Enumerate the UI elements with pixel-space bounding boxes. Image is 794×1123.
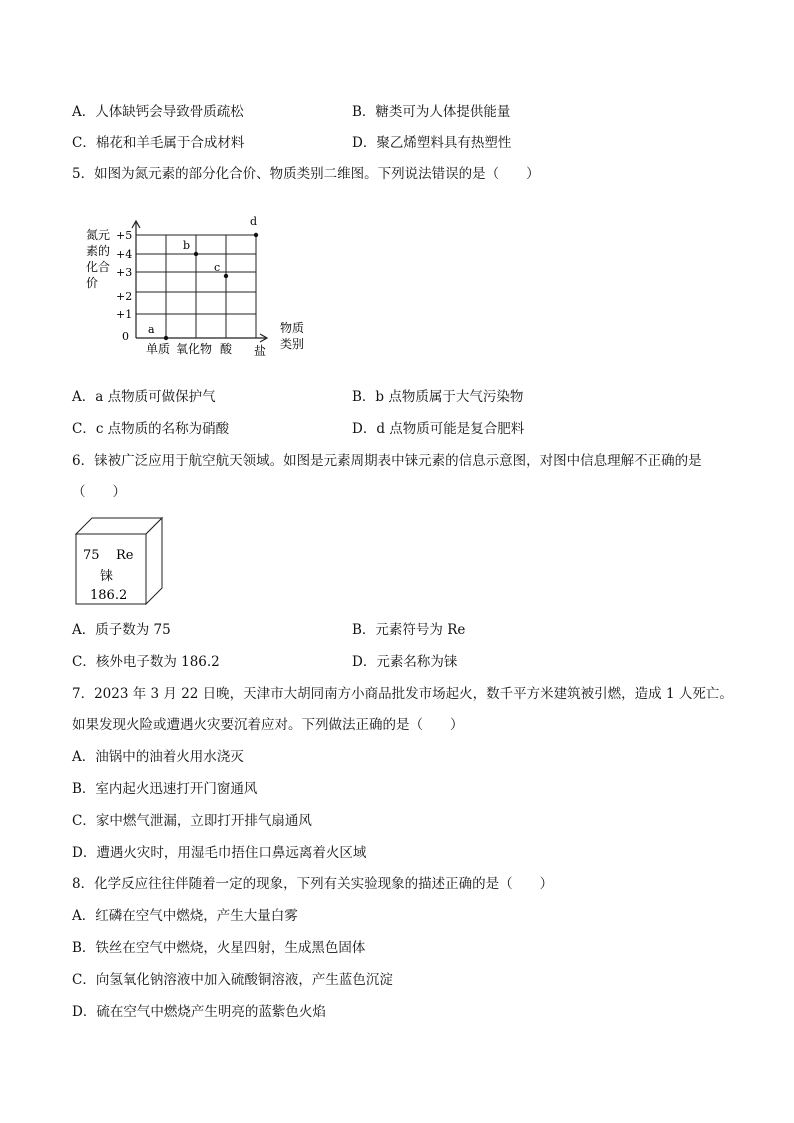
y-tick-plus1: +1 (116, 308, 133, 321)
q6-option-b: B．元素符号为 Re (352, 622, 466, 638)
y-axis-label-1: 氮元 (86, 228, 111, 242)
q5-option-c: C．c 点物质的名称为硝酸 (72, 421, 230, 437)
x-category-element: 单质 (146, 342, 171, 356)
q6-option-a: A．质子数为 75 (72, 622, 171, 638)
y-tick-zero: 0 (122, 330, 129, 343)
q8-option-b: B．铁丝在空气中燃烧，火星四射，生成黑色固体 (72, 940, 366, 956)
x-category-salt: 盐 (254, 344, 267, 358)
atomic-number: 75 (83, 548, 100, 563)
q8-option-d: D．硫在空气中燃烧产生明亮的蓝紫色火焰 (72, 1004, 326, 1020)
atomic-mass: 186.2 (90, 588, 128, 603)
point-a (164, 336, 168, 340)
q7-option-c: C．家中燃气泄漏，立即打开排气扇通风 (72, 813, 312, 829)
nitrogen-valence-diagram (80, 210, 320, 360)
point-d-label: d (250, 215, 258, 228)
y-tick-plus3: +3 (116, 266, 133, 279)
element-name: 铼 (100, 569, 114, 584)
y-axis-label-3: 化合 (86, 260, 111, 274)
q5-stem: 5．如图为氮元素的部分化合价、物质类别二维图。下列说法错误的是（ ） (72, 166, 540, 182)
q7-option-b: B．室内起火迅速打开门窗通风 (72, 781, 258, 797)
q4-option-c: C．棉花和羊毛属于合成材料 (72, 135, 245, 151)
point-a-label: a (148, 323, 155, 336)
q6-stem-line1: 6．铼被广泛应用于航空航天领域。如图是元素周期表中铼元素的信息示意图，对图中信息理解不正确的是 (72, 453, 702, 469)
point-d (254, 233, 258, 237)
q5-option-a: A．a 点物质可做保护气 (72, 389, 216, 405)
x-axis-label-1: 物质 (280, 321, 305, 335)
point-c (224, 274, 228, 278)
x-category-oxide: 氧化物 (176, 342, 213, 356)
y-tick-plus5: +5 (116, 229, 133, 242)
y-axis-label-4: 价 (86, 276, 99, 290)
element-symbol: Re (116, 548, 134, 563)
q7-option-a: A．油锅中的油着火用水浇灭 (72, 749, 244, 765)
q4-option-a: A．人体缺钙会导致骨质疏松 (72, 104, 244, 120)
y-tick-plus2: +2 (116, 290, 133, 303)
y-tick-plus4: +4 (116, 248, 133, 261)
point-b (194, 252, 198, 256)
q5-option-d: D．d 点物质可能是复合肥料 (352, 421, 525, 437)
q6-option-c: C．核外电子数为 186.2 (72, 654, 220, 670)
q7-stem-line1: 7．2023 年 3 月 22 日晚，天津市大胡同南方小商品批发市场起火，数千平方米建筑被引燃，造成 1 人死亡。 (72, 686, 733, 702)
q4-option-b: B．糖类可为人体提供能量 (352, 104, 511, 120)
q8-stem: 8．化学反应往往伴随着一定的现象，下列有关实验现象的描述正确的是（ ） (72, 876, 554, 892)
y-axis-label-2: 素的 (86, 244, 111, 258)
q4-option-d: D．聚乙烯塑料具有热塑性 (352, 135, 512, 151)
x-category-acid: 酸 (220, 342, 233, 356)
x-axis-label-2: 类别 (280, 337, 305, 351)
q7-option-d: D．遭遇火灾时，用湿毛巾捂住口鼻远离着火区域 (72, 845, 367, 861)
point-b-label: b (183, 239, 191, 252)
q5-option-b: B．b 点物质属于大气污染物 (352, 389, 524, 405)
q7-stem-line2: 如果发现火险或遭遇火灾要沉着应对。下列做法正确的是（ ） (72, 717, 464, 733)
q6-option-d: D．元素名称为铼 (352, 654, 458, 670)
q8-option-a: A．红磷在空气中燃烧，产生大量白雾 (72, 908, 298, 924)
q6-stem-line2: （ ） (72, 484, 126, 500)
rhenium-element-card (74, 516, 166, 606)
q8-option-c: C．向氢氧化钠溶液中加入硫酸铜溶液，产生蓝色沉淀 (72, 972, 393, 988)
point-c-label: c (214, 261, 221, 274)
